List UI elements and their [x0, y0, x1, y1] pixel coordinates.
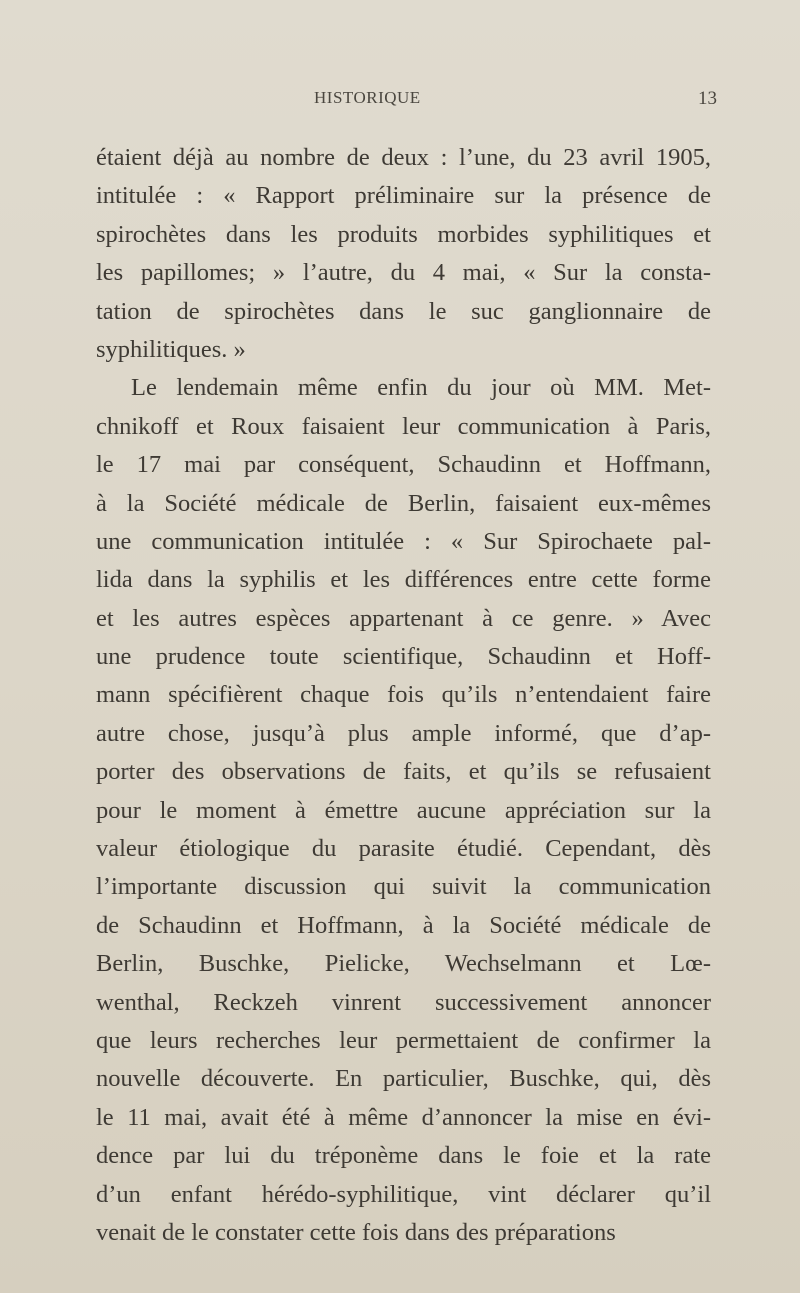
page-header — [0, 88, 800, 118]
running-title: HISTORIQUE — [314, 88, 421, 107]
text-line: de Schaudinn et Hoffmann, à la Société médicale de — [96, 911, 711, 939]
text-line: l’importante discussion qui suivit la communication — [96, 873, 711, 901]
text-line: autre chose, jusqu’à plus ample informé, que d’ap- — [96, 719, 711, 747]
body-text — [96, 139, 711, 1252]
text-line: syphilitiques. » — [96, 335, 246, 363]
text-line: les papillomes; » l’autre, du 4 mai, « Sur la consta- — [96, 259, 711, 287]
text-line: lida dans la syphilis et les différences entre cette forme — [96, 566, 711, 594]
text-line: pour le moment à émettre aucune appréciation sur la — [96, 796, 711, 824]
text-line: chnikoff et Roux faisaient leur communication à Paris, — [96, 412, 711, 440]
text-line: wenthal, Reckzeh vinrent successivement annoncer — [96, 988, 711, 1016]
text-line: une prudence toute scientifique, Schaudinn et Hoff- — [96, 643, 711, 671]
text-line: venait de le constater cette fois dans des préparations — [96, 1218, 616, 1246]
text-line: et les autres espèces appartenant à ce genre. » Avec — [96, 604, 711, 632]
text-line: tation de spirochètes dans le suc ganglionnaire de — [96, 297, 711, 325]
text-line: que leurs recherches leur permettaient de confirmer la — [96, 1026, 711, 1054]
text-line: à la Société médicale de Berlin, faisaient eux-mêmes — [96, 489, 711, 517]
text-line: mann spécifièrent chaque fois qu’ils n’entendaient faire — [96, 681, 711, 709]
text-line: spirochètes dans les produits morbides syphilitiques et — [96, 220, 711, 248]
text-line: porter des observations de faits, et qu’ils se refusaient — [96, 758, 711, 786]
text-line: une communication intitulée : « Sur Spirochaete pal- — [96, 527, 711, 555]
text-line: le 11 mai, avait été à même d’annoncer la mise en évi- — [96, 1103, 711, 1131]
text-line: le 17 mai par conséquent, Schaudinn et Hoffmann, — [96, 451, 711, 479]
text-line: dence par lui du tréponème dans le foie et la rate — [96, 1142, 711, 1170]
text-line: étaient déjà au nombre de deux : l’une, du 23 avril 1905, — [96, 144, 711, 171]
page-number: 13 — [698, 88, 717, 109]
text-line: intitulée : « Rapport préliminaire sur la présence de — [96, 182, 711, 210]
text-line: Berlin, Buschke, Pielicke, Wechselmann et Lœ- — [96, 950, 711, 978]
text-line: nouvelle découverte. En particulier, Buschke, qui, dès — [96, 1065, 711, 1093]
text-line: Le lendemain même enfin du jour où MM. Met- — [131, 374, 711, 402]
text-line: valeur étiologique du parasite étudié. Cependant, dès — [96, 835, 711, 863]
text-line: d’un enfant hérédo-syphilitique, vint déclarer qu’il — [96, 1180, 711, 1208]
